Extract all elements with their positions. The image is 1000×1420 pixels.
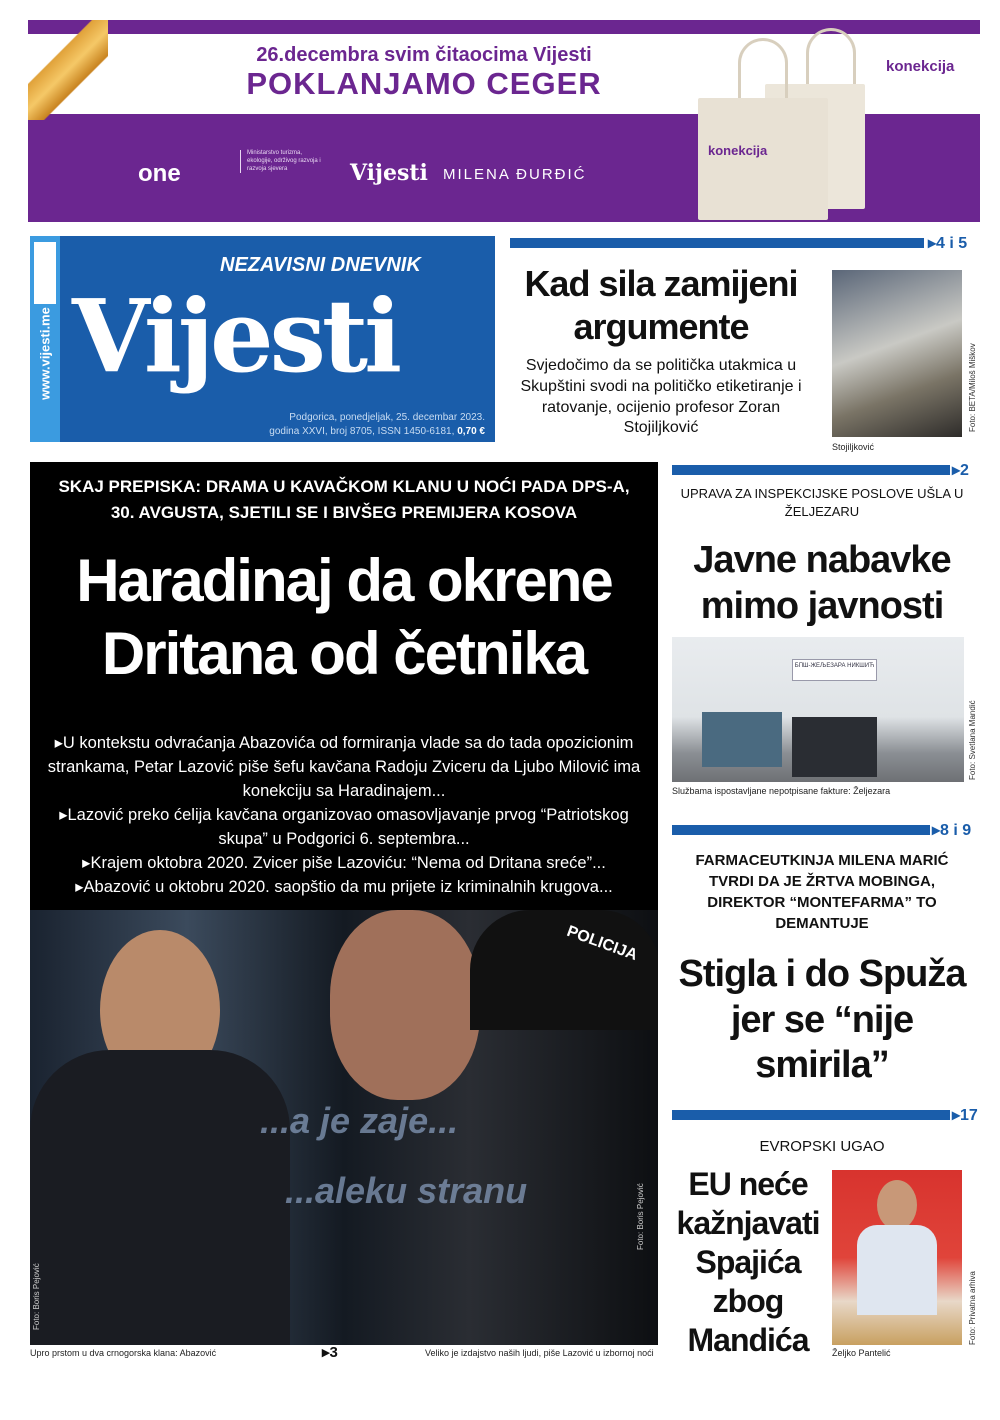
bag-brand: konekcija [708, 143, 768, 158]
story3-kicker: FARMACEUTKINJA MILENA MARIĆ TVRDI DA JE ŽRTVA MOBINGA, DIREKTOR “MONTEFARMA” TO DEMANTUJE [695, 852, 949, 932]
story4-headline[interactable]: EU neće kažnjavati Spajića zbog Mandića [676, 1166, 820, 1359]
lead-story[interactable] [30, 462, 658, 912]
photo-credit: Foto: Boris Pejović [636, 1183, 645, 1250]
photo-caption: Željko Pantelić [832, 1348, 891, 1358]
page-number: 17 [960, 1107, 978, 1124]
bullet-text: Krajem oktobra 2020. Zvicer piše Lazoviću: “Nema od Dritana sreće”... [90, 853, 606, 872]
pantelic-photo [832, 1170, 962, 1345]
photo-caption-right: Veliko je izdajstvo naših ljudi, piše Lazović u izbornoj noći [425, 1348, 654, 1358]
konekcija-logo: konekcija [886, 58, 955, 75]
photo-credit: Foto: BETA/Miloš Miškov [968, 343, 977, 432]
story2-kicker: UPRAVA ZA INSPEKCIJSKE POSLOVE UŠLA U ŽELJEZARU [680, 486, 964, 520]
section-bar [672, 1110, 950, 1120]
suspect-face [330, 910, 480, 1100]
page-ref[interactable]: ▸2 [952, 462, 969, 479]
bullet-text: Lazović preko ćelija kavčana organizovao omasovljavanje prvog “Patriotskog skupa” u Podgorici 6. septembra... [67, 805, 629, 848]
one-logo: one [138, 160, 181, 187]
page-ref[interactable]: ▸4 i 5 [928, 235, 968, 252]
bullet-text: Abazović u oktobru 2020. saopštio da mu prijete iz kriminalnih krugova... [83, 877, 613, 896]
ad-banner[interactable] [28, 20, 980, 222]
lead-kicker: SKAJ PREPISKA: DRAMA U KAVAČKOM KLANU U NOĆI PADA DPS-A, 30. AVGUSTA, SJETILI SE I BIVŠEG PREMIJERA KOSOVA [58, 477, 630, 522]
issue-number: godina XXVI, broj 8705, ISSN 1450-6181, [269, 426, 455, 437]
banner-line1: 26.decembra svim čitaocima Vijesti [256, 44, 592, 66]
website-url[interactable]: www.vijesti.me [37, 307, 53, 400]
bullet-item: ▸Lazović preko ćelija kavčana organizovao omasovljavanje prvog “Patriotskog skupa” u Podgorici 6. septembra... [59, 805, 629, 848]
photo-caption: Stojiljković [832, 442, 875, 452]
photo-credit: Foto: Boris Pejović [32, 1263, 41, 1330]
section-bar [510, 238, 924, 248]
tote-bag-image [698, 98, 828, 220]
page-number: 2 [960, 462, 969, 479]
milena-djurdjic-logo: MILENA ĐURĐIĆ [443, 166, 587, 183]
story4-kicker: EVROPSKI UGAO [759, 1138, 885, 1155]
banner-line2: POKLANJAMO CEGER [246, 66, 602, 101]
police-cap [470, 910, 658, 1030]
shirt [857, 1225, 937, 1315]
photo-caption-left: Upro prstom u dva crnogorska klana: Abazović [30, 1348, 217, 1358]
top-story-headline[interactable]: Kad sila zamijeni argumente [524, 263, 798, 348]
face [877, 1180, 917, 1230]
police-text: POLICIJA [564, 922, 640, 965]
story3-headline[interactable]: Stigla i do Spuža jer se “nije smirila” [678, 953, 966, 1087]
lead-photo [30, 910, 658, 1345]
vijesti-sponsor-logo: Vijesti [350, 160, 428, 186]
section-bar [672, 825, 930, 835]
page-ref[interactable]: ▸3 [322, 1344, 338, 1361]
page-number: 3 [329, 1344, 338, 1361]
building-sign: БПШ-ЖЕЉЕЗАРА НИКШИЋ [792, 659, 877, 681]
masthead[interactable] [30, 236, 495, 442]
story2-headline[interactable]: Javne nabavke mimo javnosti [693, 539, 951, 627]
page-number: 4 i 5 [936, 235, 968, 252]
lead-bullets [38, 732, 650, 899]
newspaper-logo: Vijesti [72, 277, 399, 395]
issue-info [269, 426, 485, 437]
zeljezara-photo [672, 637, 964, 782]
ministry-logo: Ministarstvo turizma, ekologije, održivog razvoja i razvoja sjevera [240, 150, 325, 173]
bullet-item: ▸Abazović u oktobru 2020. saopštio da mu prijete iz kriminalnih krugova... [75, 877, 613, 896]
page-ref[interactable]: ▸8 i 9 [932, 822, 972, 839]
lead-headline[interactable]: Haradinaj da okrene Dritana od četnika [76, 547, 612, 688]
top-story-deck: Svjedočimo da se politička utakmica u Skupštini svodi na političko etiketiranje i ratovanje, ocijenio profesor Zoran Stojiljković [520, 357, 802, 437]
dateline: Podgorica, ponedjeljak, 25. decembar 2023. [289, 412, 485, 423]
backdrop-text: ...a je zaje... [260, 1100, 459, 1141]
photo-credit: Foto: Svetlana Mandić [968, 700, 977, 780]
entrance [792, 717, 877, 777]
windows [702, 712, 782, 767]
tagline: NEZAVISNI DNEVNIK [220, 254, 421, 276]
stojiljkovic-photo [832, 270, 962, 437]
bullet-item: ▸U kontekstu odvraćanja Abazovića od formiranja vlade sa do tada opozicionim strankama, Petar Lazović piše šefu kavčana Radoju Zviceru da Ljubo Milović ima konekciju sa Haradinajem... [47, 734, 641, 800]
page-ref[interactable]: ▸17 [952, 1107, 978, 1124]
bullet-text: U kontekstu odvraćanja Abazovića od formiranja vlade sa do tada opozicionim strankama, Petar Lazović piše šefu kavčana Radoju Zviceru da Ljubo Milović ima konekciju sa Haradinajem... [47, 734, 641, 800]
price: 0,70 € [457, 426, 485, 437]
backdrop-text: ...aleku stranu [285, 1170, 528, 1211]
photo-caption: Službama ispostavljane nepotpisane fakture: Željezara [672, 786, 891, 796]
bullet-item: ▸Krajem oktobra 2020. Zvicer piše Lazoviću: “Nema od Dritana sreće”... [82, 853, 606, 872]
section-bar [672, 465, 950, 475]
suit [30, 1050, 290, 1345]
page-number: 8 i 9 [940, 822, 972, 839]
photo-credit: Foto: Privatna arhiva [968, 1271, 977, 1345]
